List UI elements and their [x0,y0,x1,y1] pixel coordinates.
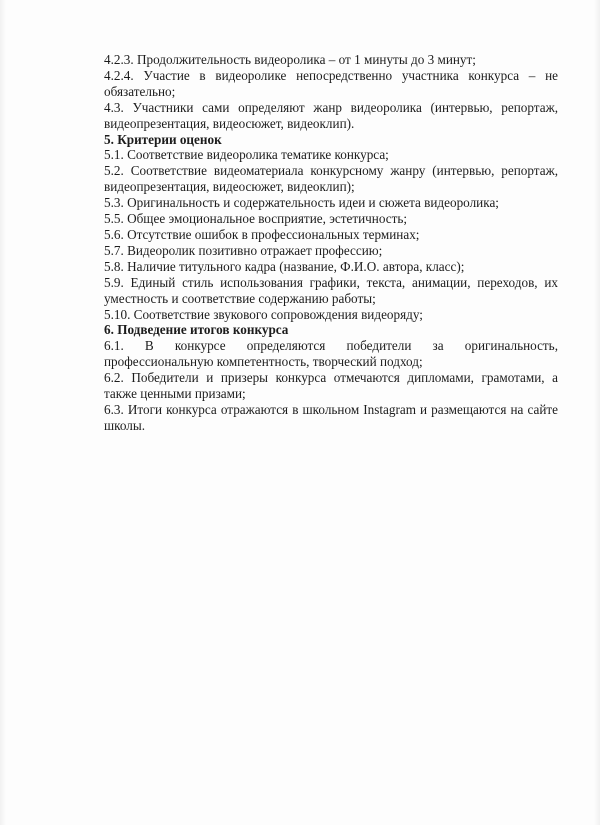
paragraph-4-2-4: 4.2.4. Участие в видеоролике непосредственно участника конкурса – не обязательно; [104,67,558,99]
paragraph-5-9: 5.9. Единый стиль использования графики, текста, анимации, переходов, их уместность и соответствие содержанию работы; [104,274,558,306]
paragraph-5-5: 5.5. Общее эмоциональное восприятие, эстетичность; [104,211,408,227]
page-left-shadow [0,0,6,825]
paragraph-5-8: 5.8. Наличие титульного кадра (название, Ф.И.О. автора, класс); [104,258,465,274]
paragraph-5-2: 5.2. Соответствие видеоматериала конкурсному жанру (интервью, репортаж, видеопрезентация, видеосюжет, видеоклип); [104,163,558,195]
section-heading-5: 5. Критерии оценок [104,131,222,147]
paragraph-5-1: 5.1. Соответствие видеоролика тематике конкурса; [104,147,389,163]
paragraph-5-3: 5.3. Оригинальность и содержательность идеи и сюжета видеоролика; [104,195,499,211]
section-heading-6: 6. Подведение итогов конкурса [104,322,289,338]
paragraph-5-6: 5.6. Отсутствие ошибок в профессиональных терминах; [104,226,420,242]
paragraph-6-2: 6.2. Победители и призеры конкурса отмечаются дипломами, грамотами, а также ценными призами; [104,370,558,402]
paragraph-4-2-3: 4.2.3. Продолжительность видеоролика – от 1 минуты до 3 минут; [104,52,476,67]
page-right-shadow [594,0,600,825]
paragraph-6-1: 6.1. В конкурсе определяются победители за оригинальность, профессиональную компетентность, творческий подход; [104,338,558,370]
paragraph-5-10: 5.10. Соответствие звукового сопровождения видеоряду; [104,306,423,322]
paragraph-4-3: 4.3. Участники сами определяют жанр видеоролика (интервью, репортаж, видеопрезентация, видеосюжет, видеоклип). [104,99,558,131]
document-body [104,52,558,434]
paragraph-6-3: 6.3. Итоги конкурса отражаются в школьном Instagram и размещаются на сайте школы. [104,401,558,433]
paragraph-5-7: 5.7. Видеоролик позитивно отражает профессию; [104,242,383,258]
